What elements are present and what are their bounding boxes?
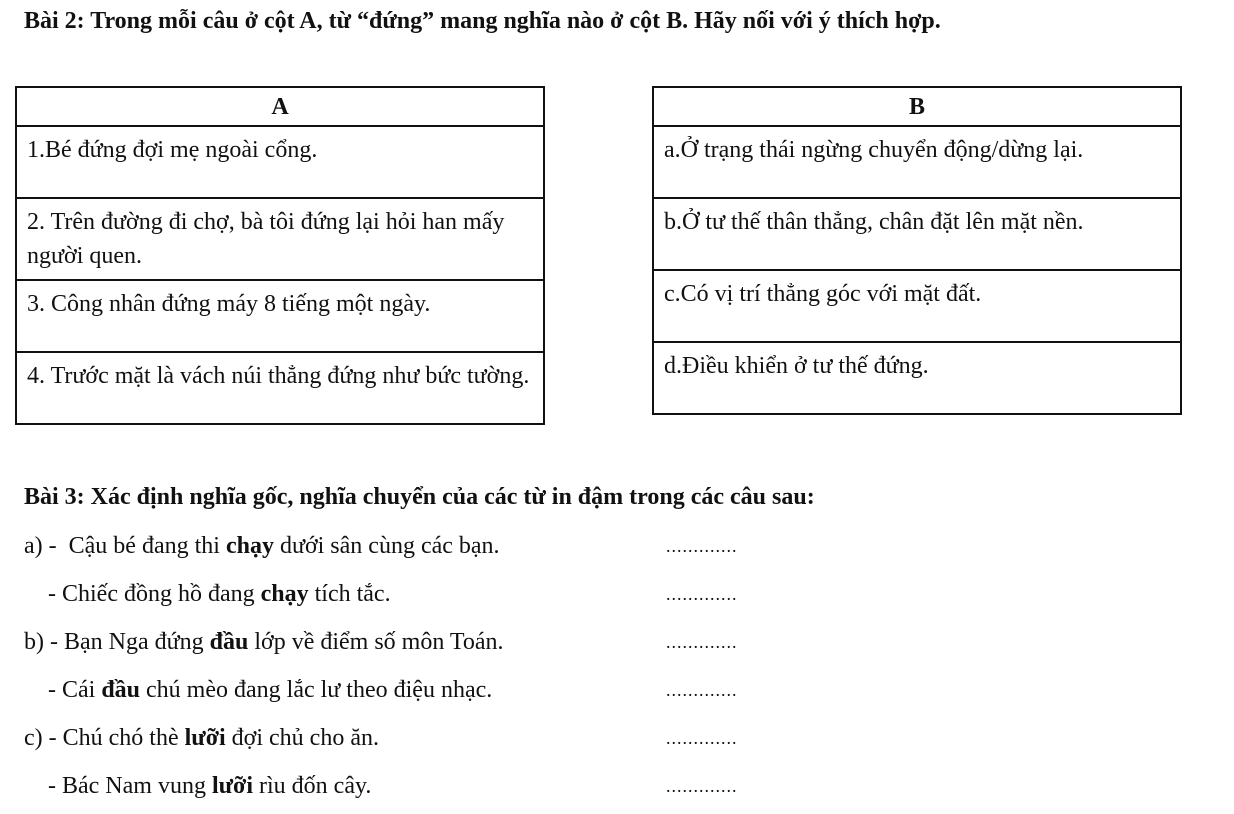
column-b-item: b.Ở tư thế thân thẳng, chân đặt lên mặt nền.	[653, 198, 1181, 270]
column-a-item: 2. Trên đường đi chợ, bà tôi đứng lại hỏi han mấy người quen.	[16, 198, 544, 280]
column-a-item: 4. Trước mặt là vách núi thẳng đứng như bức tường.	[16, 352, 544, 424]
answer-blank[interactable]: .............	[666, 728, 738, 748]
question-line	[24, 526, 804, 566]
column-b-header: B	[653, 87, 1181, 126]
column-a-item: 3. Công nhân đứng máy 8 tiếng một ngày.	[16, 280, 544, 352]
question-text: rìu đốn cây.	[253, 773, 372, 799]
bold-word: đầu	[209, 629, 249, 655]
exercise-2-heading: Bài 2: Trong mỗi câu ở cột A, từ “đứng” mang nghĩa nào ở cột B. Hãy nối với ý thích hợp.	[24, 8, 941, 34]
question-line	[24, 622, 804, 662]
question-text: dưới sân cùng các bạn.	[273, 533, 500, 559]
answer-blank[interactable]: .............	[666, 680, 738, 700]
bold-word: chạy	[225, 533, 274, 559]
question-text: lớp về điểm số môn Toán.	[248, 629, 504, 655]
column-a-table	[15, 86, 545, 425]
question-text: - Bác Nam vung	[24, 773, 212, 799]
column-b-item: a.Ở trạng thái ngừng chuyển động/dừng lại.	[653, 126, 1181, 198]
bold-word: chạy	[260, 581, 309, 607]
question-text: c) - Chú chó thè	[24, 725, 185, 751]
question-line	[24, 718, 804, 758]
answer-blank[interactable]: .............	[666, 536, 738, 556]
question-line	[24, 766, 804, 806]
question-line	[24, 574, 804, 614]
question-text: a) - Cậu bé đang thi	[24, 533, 226, 559]
question-text: tích tắc.	[308, 581, 391, 607]
question-text: b) - Bạn Nga đứng	[24, 629, 210, 655]
bold-word: đầu	[101, 677, 141, 703]
answer-blank[interactable]: .............	[666, 632, 738, 652]
column-a-item: 1.Bé đứng đợi mẹ ngoài cổng.	[16, 126, 544, 198]
question-text: - Cái	[24, 677, 102, 703]
exercise-3-heading: Bài 3: Xác định nghĩa gốc, nghĩa chuyển của các từ in đậm trong các câu sau:	[24, 484, 815, 510]
question-text: - Chiếc đồng hồ đang	[24, 581, 261, 607]
bold-word: lưỡi	[211, 773, 253, 799]
bold-word: lưỡi	[184, 725, 226, 751]
answer-blank[interactable]: .............	[666, 776, 738, 796]
question-line	[24, 670, 804, 710]
column-b-table	[652, 86, 1182, 415]
question-text: đợi chủ cho ăn.	[225, 725, 379, 751]
column-a-header: A	[16, 87, 544, 126]
column-b-item: d.Điều khiển ở tư thế đứng.	[653, 342, 1181, 414]
question-text: chú mèo đang lắc lư theo điệu nhạc.	[140, 677, 493, 703]
answer-blank[interactable]: .............	[666, 584, 738, 604]
column-b-item: c.Có vị trí thẳng góc với mặt đất.	[653, 270, 1181, 342]
